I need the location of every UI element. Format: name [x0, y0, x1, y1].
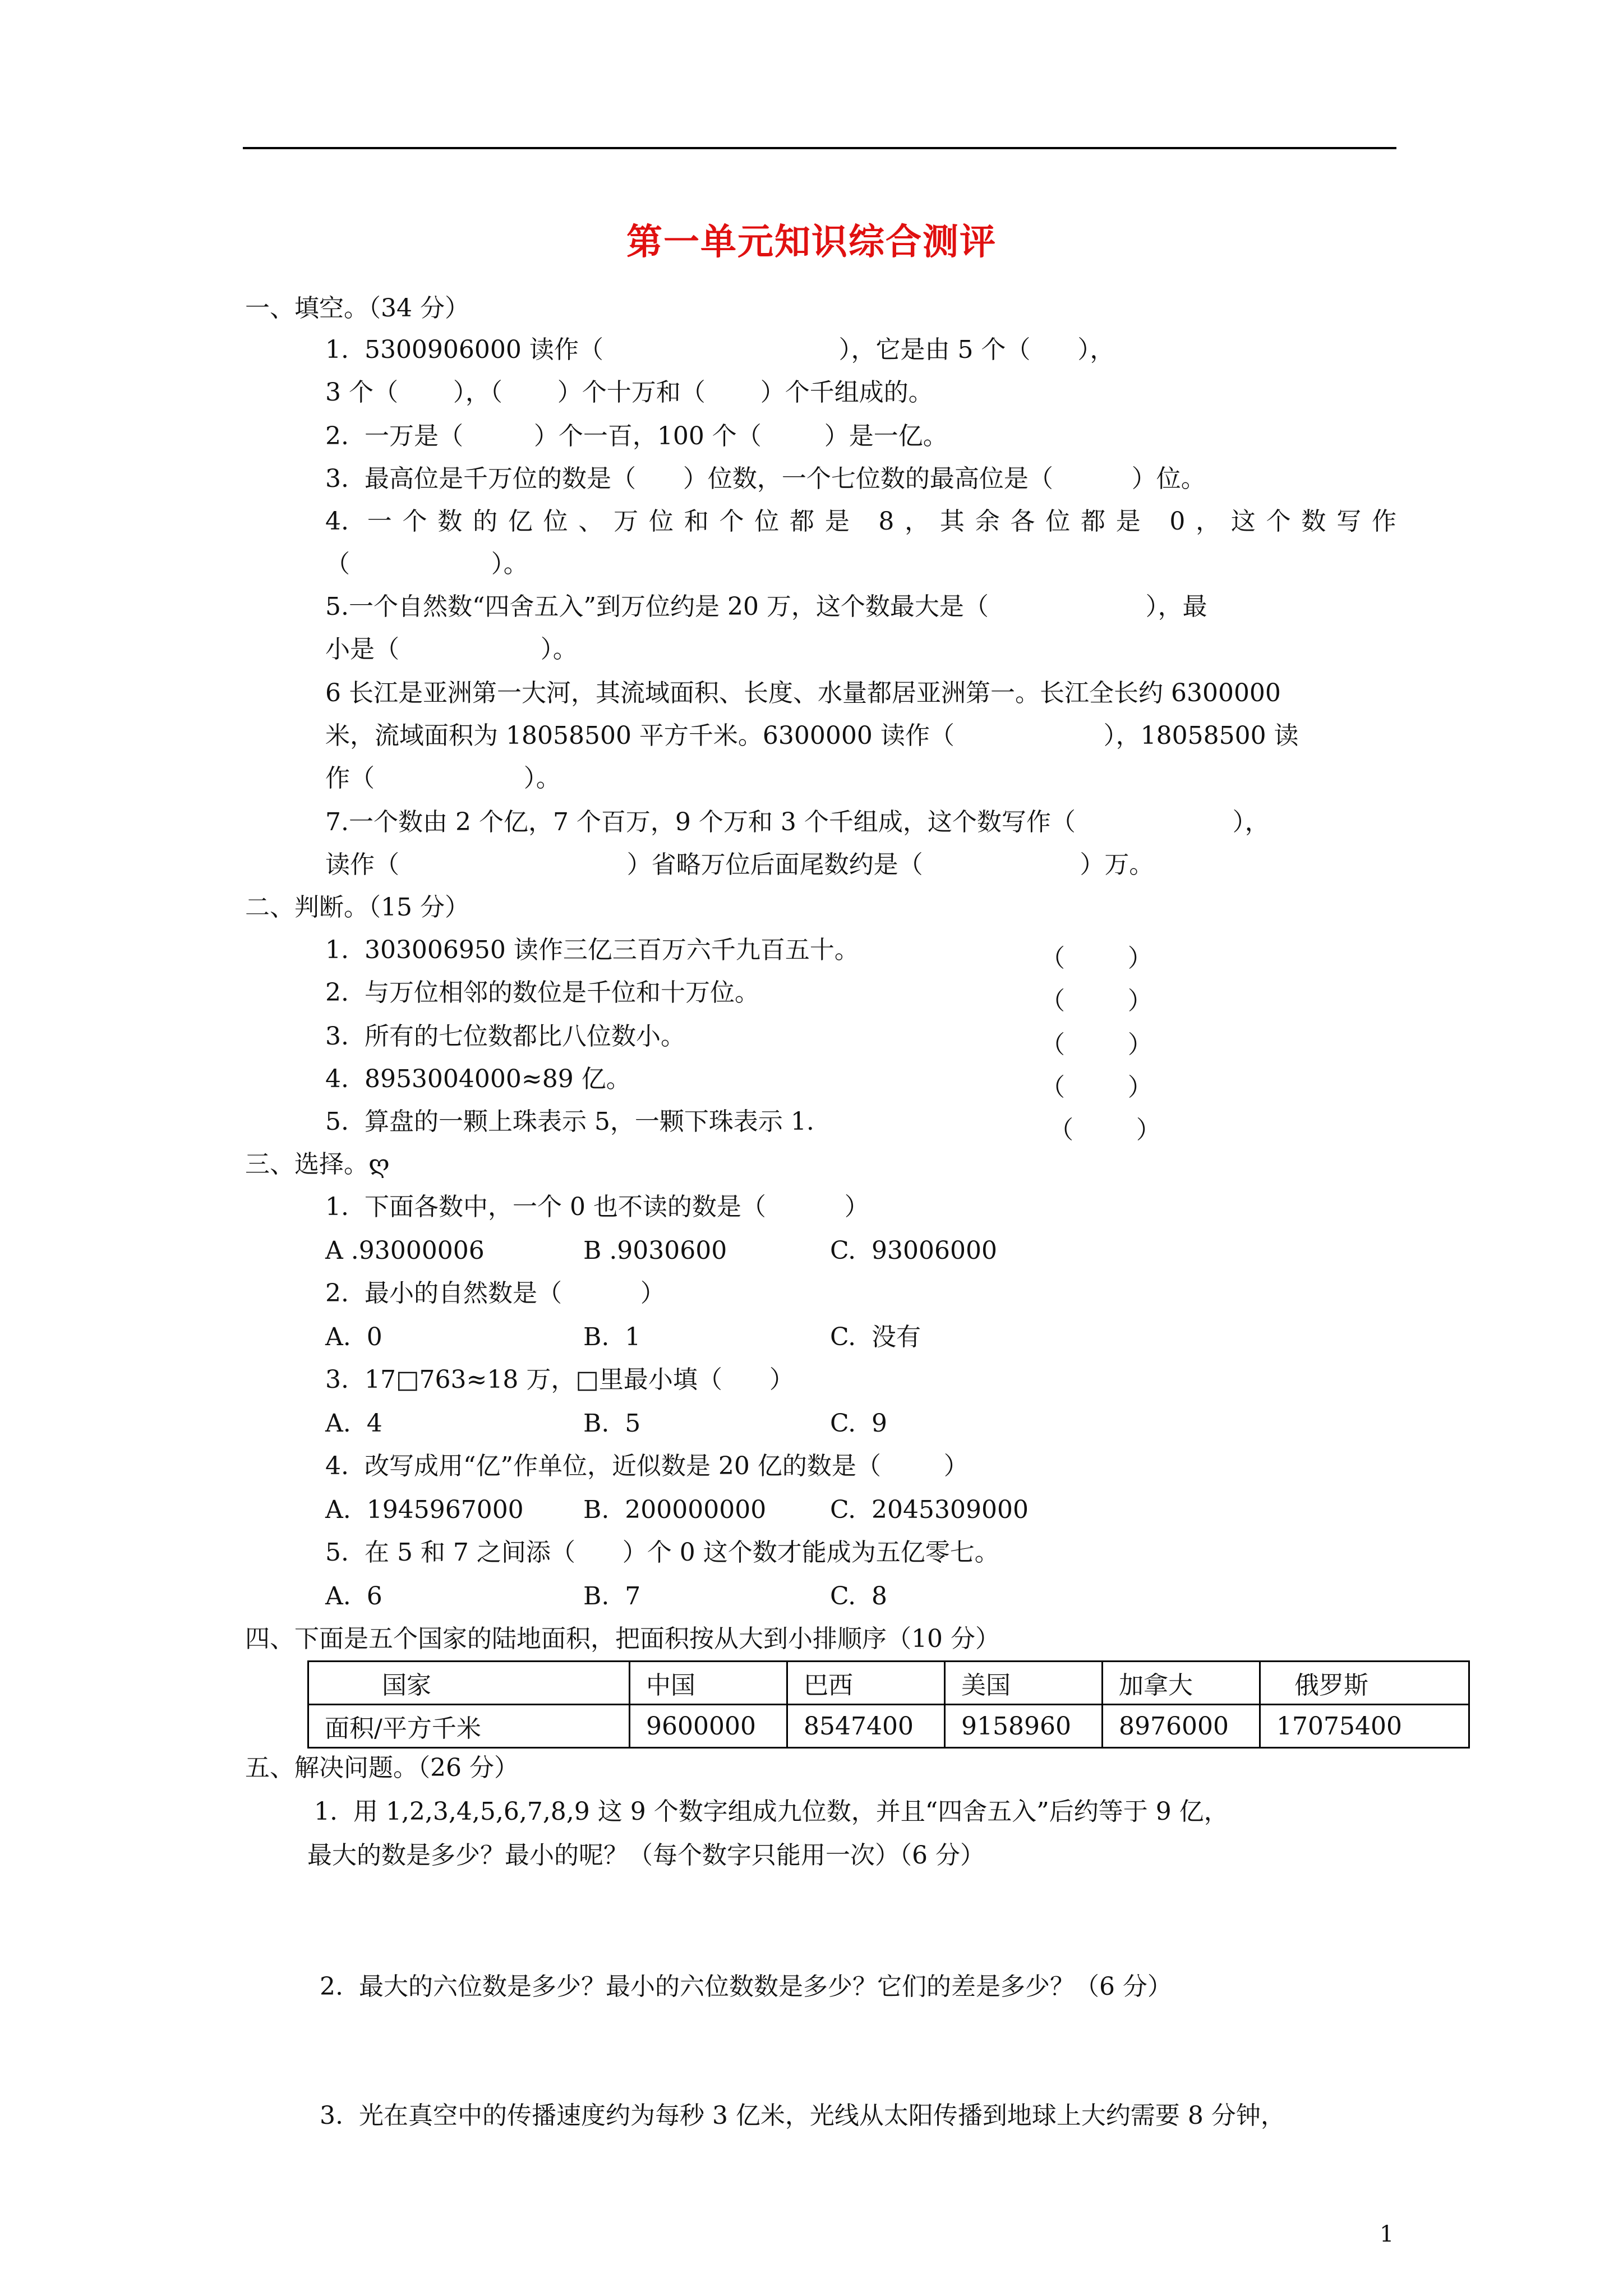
fill-q5-line1: 5.一个自然数“四舍五入”到万位约是 20 万，这个数最大是（ ），最 [325, 592, 1207, 621]
table-header-cell: 中国 [630, 1662, 787, 1705]
judge-item-5: 5. 算盘的一颗上珠表示 5，一颗下珠表示 1. [325, 1107, 814, 1136]
section-table-heading: 四、下面是五个国家的陆地面积，把面积按从大到小排顺序（10 分） [245, 1625, 1000, 1653]
choice-5-option-b[interactable]: B. 7 [583, 1582, 641, 1611]
page-number: 1 [1380, 2221, 1394, 2247]
choice-3-option-b[interactable]: B. 5 [583, 1409, 641, 1438]
judge-answer-2[interactable]: （ ） [1040, 987, 1152, 1015]
fill-q1-line2: 3 个（ ），（ ）个十万和（ ）个千组成的。 [325, 378, 933, 407]
table-header-cell: 国家 [308, 1662, 630, 1705]
choice-stem-4: 4. 改写成用“亿”作单位，近似数是 20 亿的数是（ ） [325, 1452, 969, 1480]
choice-2-option-b[interactable]: B. 1 [583, 1323, 641, 1351]
fill-q5-line2: 小是（ ）。 [325, 635, 578, 664]
choice-3-option-c[interactable]: C. 9 [830, 1409, 888, 1438]
judge-answer-4[interactable]: （ ） [1040, 1073, 1152, 1102]
table-row [308, 1705, 1469, 1748]
choice-stem-2: 2. 最小的自然数是（ ） [325, 1279, 665, 1308]
table-header-cell: 美国 [945, 1662, 1103, 1705]
judge-answer-3[interactable]: （ ） [1040, 1030, 1152, 1059]
choice-2-option-c[interactable]: C. 没有 [830, 1323, 921, 1351]
fill-q1-line1: 1. 5300906000 读作（ ），它是由 5 个（ ）， [325, 335, 1115, 364]
table-header-cell: 加拿大 [1103, 1662, 1260, 1705]
fill-q3: 3. 最高位是千万位的数是（ ）位数，一个七位数的最高位是（ ）位。 [325, 464, 1206, 493]
choice-4-option-b[interactable]: B. 200000000 [583, 1496, 767, 1524]
solve-q1-line1: 1. 用 1,2,3,4,5,6,7,8,9 这 9 个数字组成九位数，并且“四舍五入”后约等于 9 亿， [314, 1797, 1229, 1826]
table-cell: 8547400 [787, 1705, 945, 1748]
solve-q3: 3. 光在真空中的传播速度约为每秒 3 亿米，光线从太阳传播到地球上大约需要 8 分钟， [320, 2101, 1285, 2130]
judge-item-3: 3. 所有的七位数都比八位数小。 [325, 1022, 685, 1051]
judge-item-1: 1. 303006950 读作三亿三百万六千九百五十。 [325, 936, 859, 964]
fill-q7-line2: 读作（ ）省略万位后面尾数约是（ ）万。 [325, 850, 1154, 879]
fill-q6-line3: 作（ ）。 [325, 764, 561, 793]
judge-item-4: 4. 8953004000≈89 亿。 [325, 1065, 631, 1093]
page-title: 第一单元知识综合测评 [626, 221, 997, 263]
choice-stem-5: 5. 在 5 和 7 之间添（ ）个 0 这个数才能成为五亿零七。 [325, 1538, 999, 1567]
choice-1-option-c[interactable]: C. 93006000 [830, 1236, 998, 1265]
fill-q2: 2. 一万是（ ）个一百，100 个（ ）是一亿。 [325, 422, 948, 450]
choice-5-option-a[interactable]: A. 6 [325, 1582, 382, 1611]
choice-4-option-c[interactable]: C. 2045309000 [830, 1496, 1029, 1524]
choice-1-option-a[interactable]: A .93000006 [325, 1236, 485, 1265]
choice-1-option-b[interactable]: B .9030600 [583, 1236, 727, 1265]
choice-4-option-a[interactable]: A. 1945967000 [325, 1496, 524, 1524]
judge-answer-5[interactable]: （ ） [1049, 1116, 1161, 1144]
choice-3-option-a[interactable]: A. 4 [325, 1409, 382, 1438]
header-rule [243, 147, 1396, 149]
fill-q4-line1: 4. 一个数的亿位、万位和个位都是 8，其余各位都是 0，这个数写作 [325, 507, 1396, 536]
table-cell: 9158960 [945, 1705, 1103, 1748]
table-cell: 8976000 [1103, 1705, 1260, 1748]
section-fill-heading: 一、填空。（34 分） [245, 294, 469, 323]
judge-answer-1[interactable]: （ ） [1040, 944, 1152, 973]
table-cell: 17075400 [1260, 1705, 1469, 1748]
fill-q4-line2: （ ）。 [325, 550, 528, 578]
table-header-cell: 俄罗斯 [1260, 1662, 1469, 1705]
section-solve-heading: 五、解决问题。（26 分） [245, 1754, 519, 1782]
fill-q7-line1: 7.一个数由 2 个亿，7 个百万，9 个万和 3 个千组成，这个数写作（ ）， [325, 808, 1270, 836]
land-area-table [307, 1660, 1470, 1749]
choice-stem-1: 1. 下面各数中，一个 0 也不读的数是（ ） [325, 1193, 869, 1221]
choice-5-option-c[interactable]: C. 8 [830, 1582, 888, 1611]
fill-q6-line2: 米，流域面积为 18058500 平方千米。6300000 读作（ ），18058500 读 [325, 721, 1299, 750]
section-choice-heading: 三、选择。ღ [245, 1150, 390, 1179]
table-cell: 面积/平方千米 [308, 1705, 630, 1748]
table-header-row [308, 1662, 1469, 1705]
table-header-cell: 巴西 [787, 1662, 945, 1705]
choice-2-option-a[interactable]: A. 0 [325, 1323, 382, 1351]
solve-q2: 2. 最大的六位数是多少？最小的六位数数是多少？它们的差是多少？（6 分） [320, 1972, 1172, 2001]
table-cell: 9600000 [630, 1705, 787, 1748]
fill-q6-line1: 6 长江是亚洲第一大河，其流域面积、长度、水量都居亚洲第一。长江全长约 6300000 [325, 679, 1281, 707]
section-judge-heading: 二、判断。（15 分） [245, 893, 469, 922]
choice-stem-3: 3. 17□763≈18 万，□里最小填（ ） [325, 1365, 794, 1394]
judge-item-2: 2. 与万位相邻的数位是千位和十万位。 [325, 978, 759, 1007]
solve-q1-line2: 最大的数是多少？最小的呢？（每个数字只能用一次）（6 分） [307, 1841, 985, 1870]
